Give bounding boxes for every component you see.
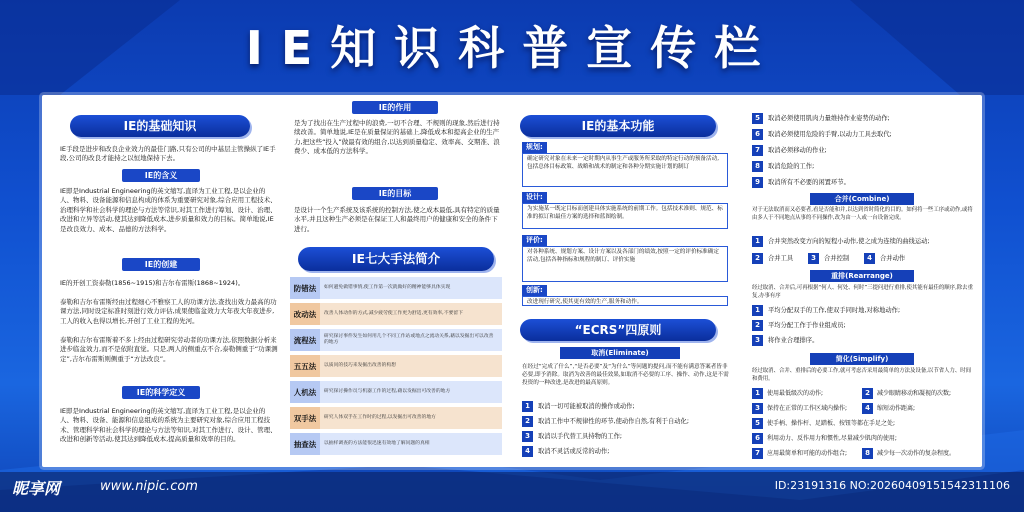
function-label: 规划:: [522, 142, 547, 153]
paragraph: IE即是Industrial Engineering的英文缩写,直译为工业工程,是以企业的人、物料、设备能源和信息构成的体系为重要研究对象,综合应用工程技术、治理科学和社会科学的理论与方法等常识,对其工作进行筹划、设计、治理、改进和立异等活动,使其达到降低成本,进步质量和效力的目标。简单地说,IE是改良效力、成本、品德的方法科学。: [60, 187, 277, 233]
function-label: 设计:: [522, 192, 547, 203]
method-name: 流程法: [290, 329, 320, 351]
method-row: [290, 433, 502, 455]
list-item: 使用最低级次的动作;: [767, 390, 824, 397]
list-item: 将作业合理排序。: [768, 337, 819, 344]
subheading: IE的目标: [352, 187, 438, 200]
list-item: 缩短动作距离;: [877, 405, 916, 412]
number-badge: 5: [752, 418, 763, 429]
number-badge: 6: [752, 433, 763, 444]
function-description: 改进现行研究,使其更有效的生产,服务和动作。: [522, 296, 728, 306]
column-ecrs: [748, 95, 978, 467]
function-description: 为实施某一既定目标而创建具体实施系统的前期工作。包括技术准则、规范、标准的拟订和最佳方案的选择和蓝图绘制。: [522, 203, 728, 229]
method-description: 以抽样调查的方法能很迅速有效地了解问题的真相: [324, 440, 430, 446]
section-heading: “ECRS”四原则: [520, 319, 716, 341]
number-badge: 8: [752, 161, 763, 172]
subheading: 取消(Eliminate): [560, 347, 680, 359]
function-label: 评价:: [522, 235, 547, 246]
paragraph: 泰勒和吉尔布雷斯经由过程细心不雅察工人的功课方法,查找出效力最高的功课方法,同时设定标准时刻进行效力评估,成果使临盆效力大年夜大年夜进步,工人的收入也得以增长,开创了工业工程的先河。: [60, 298, 277, 325]
column-basics: [42, 95, 282, 467]
number-badge: 4: [862, 403, 873, 414]
list-item: 合并突然改变方向的短程小动作,使之成为连续的曲线运动;: [768, 238, 930, 245]
number-badge: 4: [522, 446, 533, 457]
number-badge: 1: [752, 305, 763, 316]
method-name: 五五法: [290, 355, 320, 377]
subheading: 简化(Simplify): [810, 353, 914, 365]
method-row: [290, 329, 502, 351]
list-item: 取消所有不必要的闲置环节。: [768, 179, 850, 186]
number-badge: 9: [752, 177, 763, 188]
method-row: [290, 277, 502, 299]
list-item: 合并动作: [880, 255, 906, 262]
method-name: 双手法: [290, 407, 320, 429]
method-description: 以质问的技巧来发掘出改善的构想: [324, 362, 396, 368]
number-badge: 4: [864, 253, 875, 264]
section-heading: IE的基础知识: [70, 115, 250, 137]
list-item: 取消以手代替工具持物的工作;: [538, 433, 622, 440]
site-logo: 昵享网: [12, 479, 61, 498]
method-description: 如何避免做错事情,使工作第一次就做好的精神能够具体实现: [324, 284, 451, 290]
list-item: 取消危险的工作;: [768, 163, 815, 170]
method-name: 防错法: [290, 277, 320, 299]
subheading: IE的科学定义: [122, 386, 200, 399]
number-badge: 2: [752, 320, 763, 331]
section-heading: IE七大手法简介: [298, 247, 494, 271]
page-title: IE知识科普宣传栏: [245, 21, 779, 75]
site-url: www.nipic.com: [100, 479, 198, 494]
list-item: 取消必须移动的作业;: [768, 147, 827, 154]
paragraph: 在经过“完成了什么”,“是否必要”及“为什么”等问题的提问,而不能有满意答案者皆非必要,即予消除。取消为改善的最佳效果,如取消不必要的工序、操作、动作,这是不需投资的一种改进,是改进的最高原则。: [522, 364, 729, 386]
method-description: 研究人体双手在工作时的过程,以发掘出可改善的地方: [324, 414, 436, 420]
column-role: [290, 95, 505, 467]
list-item: 减少每一次动作的复杂程度。: [877, 450, 956, 457]
paragraph: 经过取消、合并、重排后的必要工作,就可考虑否采用最简单的方法及设备,以节省人力、时间和费用。: [752, 368, 972, 382]
method-name: 抽查法: [290, 433, 320, 455]
list-item: 利用动力、反作用力和惯性,尽量减少肌肉的使用;: [767, 435, 897, 442]
method-description: 研究探讨操作员与机器工作的过程,藉以发掘出可改善的地方: [324, 388, 451, 394]
number-badge: 8: [862, 448, 873, 459]
number-badge: 3: [808, 253, 819, 264]
paragraph: 泰勒和吉尔布雷斯着不多上经由过程研究劳动者的功课方法,依照数据分析来进步临盆效力,而不是依附直觉。只是,两人的侧重点不合,泰勒侧重于“功课测定”,吉尔布雷斯则侧重于“方法改良”。: [60, 336, 278, 363]
content-board: [42, 95, 982, 467]
image-id: ID:23191316 NO:20260409151542311106: [774, 479, 1010, 492]
number-badge: 5: [752, 113, 763, 124]
number-badge: 1: [752, 236, 763, 247]
list-item: 取消一切可能被取消的操作或动作;: [538, 403, 635, 410]
list-item: 保持在正常的工作区域内操作;: [767, 405, 848, 412]
method-row: [290, 355, 502, 377]
subheading: IE的作用: [352, 101, 438, 114]
paragraph: 是设计一个生产系统及该系统的控制方法,使之成本最低,具有特定的质量水平,并且这种生产必须是在保证工人和最终用户的健康和安全的条件下进行。: [294, 206, 500, 233]
method-row: [290, 303, 502, 325]
number-badge: 2: [862, 388, 873, 399]
paragraph: 是为了找出在生产过程中的浪费,一切不合理、不规则的现象,然后进行持续改善。简单地说,IE是在质量保证的基础上,降低成本和提高企业的生产力,把这些“投入”做最有效的组合,以达到质量稳定、效率高、交期准、浪费少、成本低的方法科学。: [294, 119, 500, 156]
number-badge: 3: [752, 335, 763, 346]
list-item: 平均分配工作于作业组成员;: [768, 322, 846, 329]
method-description: 研究探讨事件发生如何用几个不同工作站或地点之流动关系,藉以发掘出可以改善的地方: [324, 333, 494, 345]
method-name: 人机法: [290, 381, 320, 403]
list-item: 取消必须使用肌肉力量维持作业姿势的动作;: [768, 115, 890, 122]
section-heading: IE的基本功能: [520, 115, 716, 137]
list-item: 合并工具: [768, 255, 794, 262]
number-badge: 6: [752, 129, 763, 140]
column-functions: [514, 95, 744, 467]
number-badge: 3: [522, 431, 533, 442]
list-item: 合并控制: [824, 255, 850, 262]
number-badge: 2: [522, 416, 533, 427]
list-item: 平均分配双手的工作,使双手同时地,对称地动作;: [768, 307, 901, 314]
number-badge: 7: [752, 145, 763, 156]
number-badge: 1: [522, 401, 533, 412]
list-item: 取消必须使用危险的手臂,以动力工具去取代;: [768, 131, 892, 138]
method-row: [290, 381, 502, 403]
list-item: 减少眼睛移动和凝视的次数;: [877, 390, 952, 397]
number-badge: 7: [752, 448, 763, 459]
paragraph: 对于无法取消而又必要者,看是否能和并,以达到省时简化的目的。如何将一些工序或动作,或将由多人于不同地点从事的不同操作,改为由一人或一台设备完成。: [752, 207, 973, 221]
list-item: 取消不灵活或反常的动作;: [538, 448, 610, 455]
method-row: [290, 407, 502, 429]
paragraph: IE即是Industrial Engineering的英文缩写,直译为工业工程,是以企业的人、物料、设备、能源和信息组成的系统为主要研究对象,综合应用工程技术、管理科学和社会科学的理论与方法等知识,对其工作进行、设计、管理、改进和创新等活动,使其达到降低成本,提高质量和效率的目的。: [60, 407, 277, 444]
methods-table: [290, 277, 502, 459]
number-badge: 2: [752, 253, 763, 264]
function-label: 创新:: [522, 285, 547, 296]
number-badge: 1: [752, 388, 763, 399]
paragraph: IE的开创工资泰勒(1856~1915)和吉尔布雷斯(1868~1924)。: [60, 279, 245, 287]
subheading: IE的含义: [122, 169, 200, 182]
number-badge: 3: [752, 403, 763, 414]
paragraph: 经过取消、合并后,可再根据“何人、何处、何时”三提问进行重排,使其能有最佳的顺序,除去重复,办事有序: [752, 285, 973, 299]
method-description: 改善人体动作的方式,减少疲劳使工作更为舒适,更有效率,不要留下: [324, 310, 463, 316]
list-item: 使手柄、操作杆、足踏板、按钮等都在手足之处;: [767, 420, 896, 427]
paragraph: IE手段是进步和改良企业效力的最佳门路,只有公司的中基层主管操纵了IE手段,公司的改良才能持之以恒地保持下去。: [60, 145, 276, 163]
list-item: 取消工作中不规律性的环节,使动作自然,有利于自动化;: [538, 418, 689, 425]
function-description: 对各种系统、规划方案、设计方案以及各部门的绩效,按照一定的评价标准确定活动,包括各种指标和规程的制订、评价实施: [522, 246, 728, 282]
method-name: 改动法: [290, 303, 320, 325]
subheading: 合并(Combine): [810, 193, 914, 205]
function-description: 确定研究对象在未来一定时期内从事生产或服务所采取的特定行动的预备活动,包括总体目标政策、战略和战术的制定和各种分期实施计划的制订: [522, 153, 728, 187]
subheading: IE的创建: [122, 258, 200, 271]
subheading: 重排(Rearrange): [810, 270, 914, 282]
list-item: 应用最简单和可能的动作组合;: [767, 450, 848, 457]
